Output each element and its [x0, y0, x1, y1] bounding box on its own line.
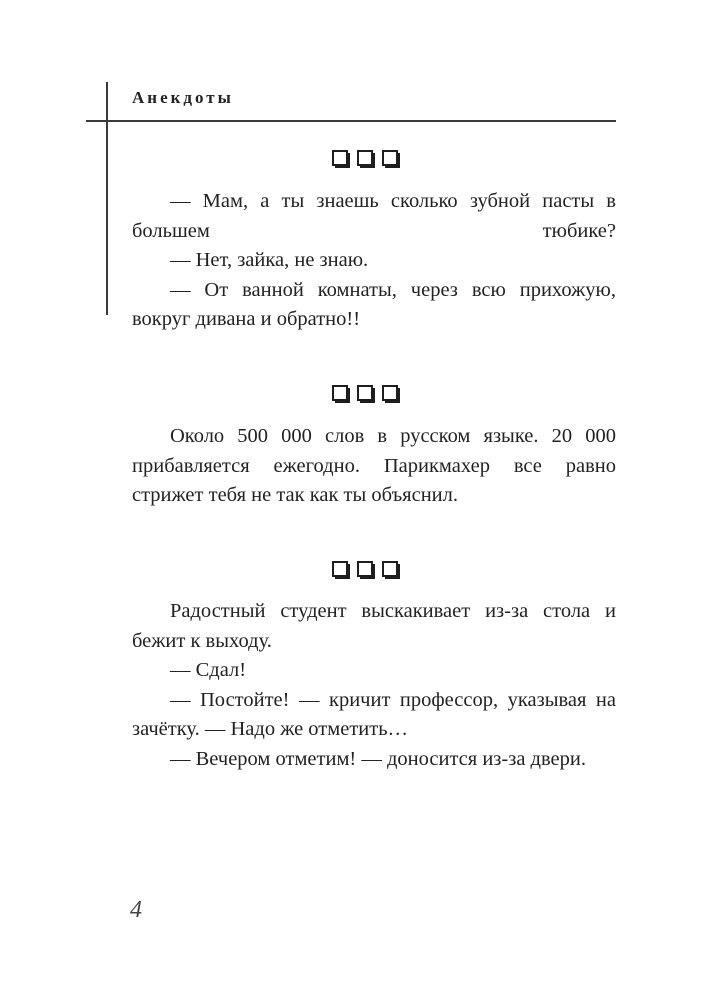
- joke-paragraph: — Мам, а ты знаешь сколько зубной пасты в большем тюбике?: [132, 190, 616, 242]
- joke-3: [132, 597, 616, 774]
- section-separator: [0, 150, 701, 166]
- joke-paragraph: — Нет, зайка, не знаю.: [170, 249, 369, 271]
- joke-paragraph: Около 500 000 слов в русском языке. 20 000 прибавляется ежегодно. Парикмахер все равно стрижет тебя не так как ты объяснил.: [132, 425, 616, 506]
- square-bullet-icon: [357, 561, 373, 577]
- section-separator: [0, 385, 701, 401]
- joke-paragraph: — От ванной комнаты, через всю прихожую, вокруг дивана и обратно!!: [132, 278, 616, 330]
- joke-2: [132, 422, 616, 511]
- square-bullet-icon: [332, 385, 348, 401]
- square-bullet-icon: [332, 150, 348, 166]
- margin-rule-vertical: [106, 82, 108, 315]
- section-separator: [0, 561, 701, 577]
- running-header: Анекдоты: [132, 88, 234, 107]
- page-number: 4: [130, 897, 142, 923]
- square-bullet-icon: [357, 385, 373, 401]
- joke-paragraph: Радостный студент выскакивает из-за стола и бежит к выходу.: [132, 600, 616, 652]
- square-bullet-icon: [382, 150, 398, 166]
- joke-paragraph: — Постойте! — кричит профессор, указывая на зачётку. — Надо же отметить…: [132, 688, 616, 740]
- joke-1: [132, 187, 616, 335]
- square-bullet-icon: [382, 385, 398, 401]
- square-bullet-icon: [382, 561, 398, 577]
- joke-paragraph: — Вечером отметим! — доносится из-за двери.: [170, 747, 586, 770]
- header-rule-horizontal: [86, 120, 616, 122]
- joke-paragraph: — Сдал!: [170, 659, 247, 681]
- square-bullet-icon: [332, 561, 348, 577]
- square-bullet-icon: [357, 150, 373, 166]
